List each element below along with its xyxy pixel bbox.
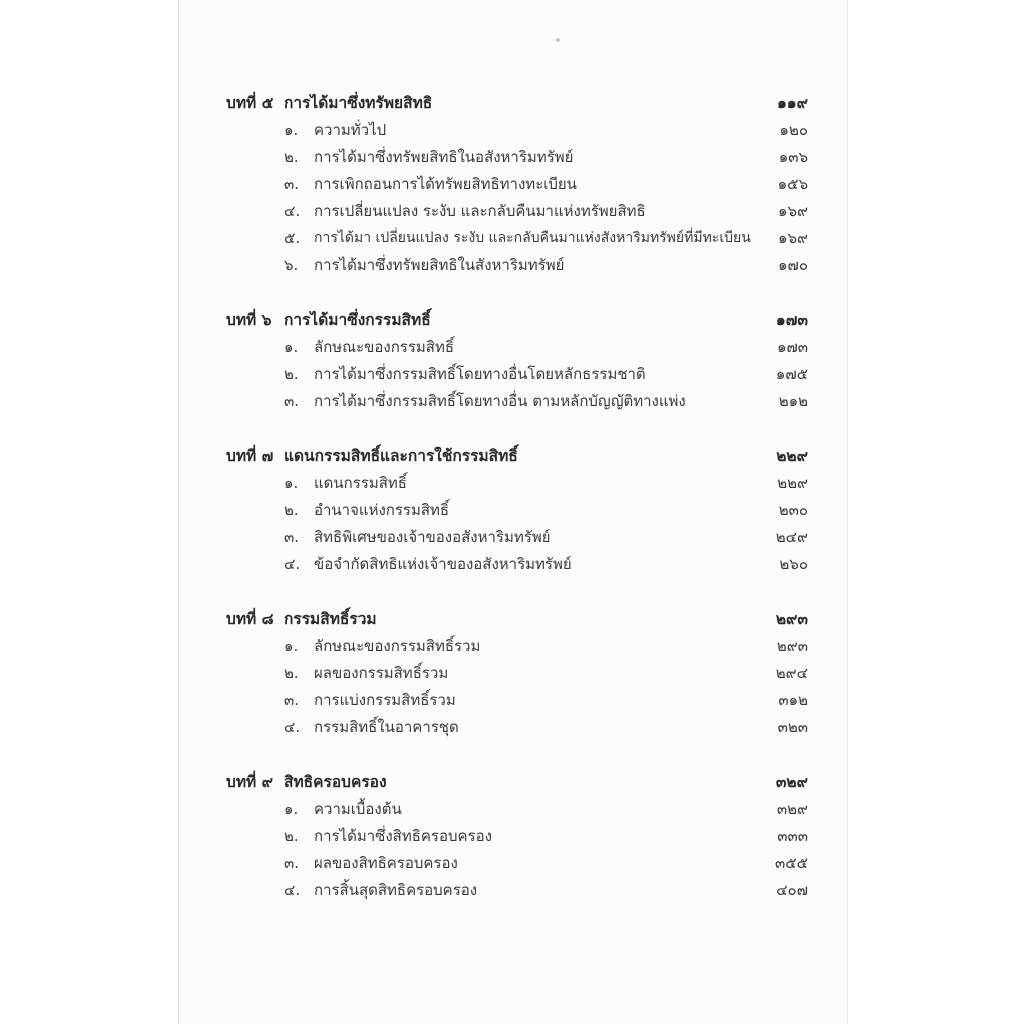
item-number: ๕. [284,229,301,247]
chapter-page-number: ๑๗๓ [775,311,808,329]
chapter-page-number: ๒๙๓ [775,610,808,628]
item-title: การเปลี่ยนแปลง ระงับ และกลับคืนมาแห่งทรัพยสิทธิ [314,202,646,220]
item-title: การแบ่งกรรมสิทธิ์รวม [314,691,456,709]
item-title: อำนาจแห่งกรรมสิทธิ์ [314,501,450,519]
item-title: ลักษณะของกรรมสิทธิ์รวม [314,637,481,655]
item-page-number: ๑๗๕ [775,365,808,383]
item-number: ๔. [284,555,301,573]
item-page-number: ๑๓๖ [778,148,808,166]
chapter-page-number: ๑๑๙ [776,94,808,112]
toc-item [178,877,848,903]
toc-item [178,497,848,523]
book-page [178,0,848,1024]
item-number: ๔. [284,881,301,899]
chapter-heading [178,606,848,632]
item-title: ความทั่วไป [314,121,387,139]
item-number: ๔. [284,202,301,220]
item-number: ๒. [284,365,299,383]
item-number: ๓. [284,528,300,546]
item-number: ๑. [284,637,299,655]
item-title: ลักษณะของกรรมสิทธิ์ [314,338,455,356]
item-number: ๓. [284,854,300,872]
item-page-number: ๓๒๙ [776,800,808,818]
item-number: ๒. [284,501,299,519]
chapter-heading [178,443,848,469]
item-page-number: ๒๖๐ [779,555,808,573]
chapter-label: บทที่ ๕ [226,94,274,112]
chapter-title: กรรมสิทธิ์รวม [284,610,377,628]
item-number: ๔. [284,718,301,736]
item-title: การได้มาซึ่งสิทธิครอบครอง [314,827,492,845]
toc-item [178,551,848,577]
chapter-label: บทที่ ๗ [226,447,274,465]
item-number: ๑. [284,800,299,818]
item-number: ๓. [284,175,300,193]
item-page-number: ๑๗๓ [776,338,808,356]
chapter-label: บทที่ ๖ [226,311,272,329]
chapter-title: การได้มาซึ่งกรรมสิทธิ์ [284,311,431,329]
toc-item [178,470,848,496]
toc-item [178,850,848,876]
item-number: ๒. [284,827,299,845]
chapter-label: บทที่ ๙ [226,773,274,791]
item-title: การได้มาซึ่งกรรมสิทธิ์โดยทางอื่น ตามหลักบัญญัติทางแพ่ง [314,392,686,410]
chapter-title: การได้มาซึ่งทรัพยสิทธิ [284,94,433,112]
item-page-number: ๒๔๙ [775,528,808,546]
item-page-number: ๑๕๖ [777,175,808,193]
item-number: ๑. [284,338,299,356]
chapter-page-number: ๒๒๙ [776,447,808,465]
toc-item [178,144,848,170]
item-page-number: ๒๒๙ [777,474,808,492]
toc-item [178,117,848,143]
item-page-number: ๓๒๓ [777,718,808,736]
toc-item [178,388,848,414]
item-page-number: ๓๕๕ [775,854,808,872]
item-page-number: ๓๑๒ [778,691,808,709]
item-title: การได้มา เปลี่ยนแปลง ระงับ และกลับคืนมาแห่งสังหาริมทรัพย์ที่มีทะเบียน [314,230,751,246]
toc-item [178,660,848,686]
item-title: ข้อจำกัดสิทธิแห่งเจ้าของอสังหาริมทรัพย์ [314,555,572,573]
toc-item [178,823,848,849]
item-title: การได้มาซึ่งทรัพยสิทธิในอสังหาริมทรัพย์ [314,148,574,166]
item-number: ๒. [284,148,299,166]
item-title: ความเบื้องต้น [314,800,402,818]
item-page-number: ๒๙๔ [775,664,808,682]
toc-item [178,198,848,224]
chapter-title: แดนกรรมสิทธิ์และการใช้กรรมสิทธิ์ [284,447,518,465]
item-page-number: ๑๗๐ [778,256,808,274]
item-page-number: ๒๑๒ [778,392,808,410]
item-title: การได้มาซึ่งทรัพยสิทธิในสังหาริมทรัพย์ [314,256,565,274]
toc-item [178,334,848,360]
item-number: ๖. [284,256,299,274]
item-page-number: ๒๙๓ [776,637,808,655]
toc-item [178,633,848,659]
item-title: การเพิกถอนการได้ทรัพยสิทธิทางทะเบียน [314,175,577,193]
item-number: ๓. [284,691,300,709]
chapter-heading [178,769,848,795]
item-page-number: ๒๓๐ [778,501,808,519]
item-title: แดนกรรมสิทธิ์ [314,474,407,492]
item-page-number: ๓๓๓ [777,827,808,845]
toc-item [178,171,848,197]
toc-item [178,714,848,740]
chapter-title: สิทธิครอบครอง [284,773,387,791]
item-title: กรรมสิทธิ์ในอาคารชุด [314,718,459,736]
toc-item [178,361,848,387]
item-title: ผลของกรรมสิทธิ์รวม [314,664,449,682]
item-number: ๑. [284,121,299,139]
item-title: ผลของสิทธิครอบครอง [314,854,458,872]
toc-item [178,524,848,550]
toc-item [178,225,848,251]
chapter-label: บทที่ ๘ [226,610,274,628]
page-speck [556,38,560,42]
chapter-heading [178,90,848,116]
item-number: ๓. [284,392,300,410]
item-page-number: ๑๖๙ [777,202,808,220]
chapter-page-number: ๓๒๙ [775,773,808,791]
toc-item [178,687,848,713]
toc-item [178,252,848,278]
item-title: สิทธิพิเศษของเจ้าของอสังหาริมทรัพย์ [314,528,551,546]
item-title: การสิ้นสุดสิทธิครอบครอง [314,881,478,899]
chapter-heading [178,307,848,333]
item-number: ๑. [284,474,299,492]
item-page-number: ๑๖๙ [777,229,808,247]
item-title: การได้มาซึ่งกรรมสิทธิ์โดยทางอื่นโดยหลักธรรมชาติ [314,365,646,383]
toc-item [178,796,848,822]
item-page-number: ๑๒๐ [779,121,808,139]
item-number: ๒. [284,664,299,682]
item-page-number: ๔๐๗ [776,881,808,899]
